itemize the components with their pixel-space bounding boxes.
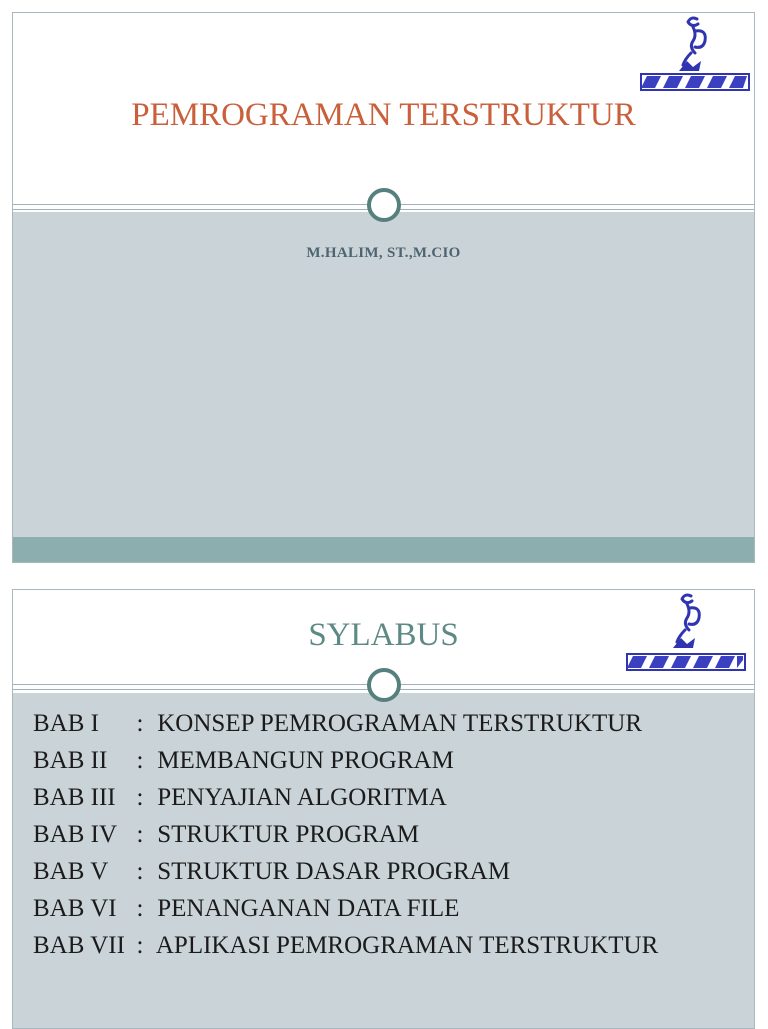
list-item [33, 927, 658, 964]
footer-band [13, 537, 754, 563]
chapter-code: BAB VI [33, 895, 117, 922]
chapter-title: PENANGANAN DATA FILE [157, 895, 460, 922]
chapter-title: STRUKTUR PROGRAM [157, 821, 420, 848]
chapter-title: MEMBANGUN PROGRAM [157, 747, 454, 774]
ring-divider-icon [367, 188, 401, 222]
list-item [33, 779, 658, 816]
separator: : [136, 784, 144, 811]
syllabus-list [33, 705, 658, 964]
slide-syllabus [12, 589, 755, 1029]
list-item [33, 853, 658, 890]
chapter-title: STRUKTUR DASAR PROGRAM [157, 858, 511, 885]
separator: : [136, 821, 144, 848]
slide-title: SYLABUS [308, 617, 459, 653]
list-item [33, 705, 658, 742]
chapter-code: BAB IV [33, 821, 118, 848]
chapter-code: BAB VII [33, 932, 125, 959]
separator: : [136, 747, 144, 774]
separator: : [136, 858, 144, 885]
ring-divider-icon [367, 668, 401, 702]
chapter-code: BAB V [33, 858, 109, 885]
chapter-title: APLIKASI PEMROGRAMAN TERSTRUKTUR [155, 932, 659, 959]
chapter-title: KONSEP PEMROGRAMAN TERSTRUKTUR [157, 710, 643, 737]
page-title: PEMROGRAMAN TERSTRUKTUR [131, 97, 636, 133]
chapter-code: BAB I [33, 710, 99, 737]
list-item [33, 890, 658, 927]
author-subtitle: M.HALIM, ST.,M.CIO [306, 245, 461, 261]
chapter-code: BAB III [33, 784, 116, 811]
separator: : [136, 710, 144, 737]
separator: : [136, 932, 144, 959]
list-item [33, 742, 658, 779]
slide-title-page [12, 12, 755, 563]
separator: : [136, 895, 144, 922]
chapter-code: BAB II [33, 747, 108, 774]
list-item [33, 816, 658, 853]
chapter-title: PENYAJIAN ALGORITMA [157, 784, 447, 811]
runner-logo-icon [639, 13, 751, 93]
